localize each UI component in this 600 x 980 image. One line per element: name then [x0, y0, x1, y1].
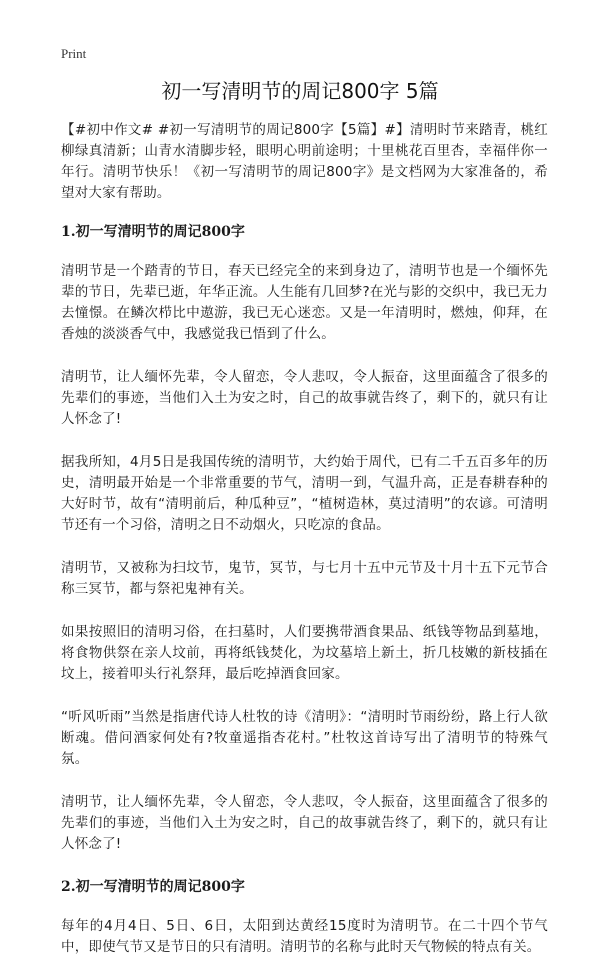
- intro-paragraph: 【#初中作文# #初一写清明节的周记800字【5篇】#】清明时节来踏青，桃红柳绿真清新；山青水清脚步轻，眼明心明前途明；十里桃花百里杏，幸福伴你一年行。清明节快乐！《初一写清明节的周记800字》是文档网为大家准备的，希望对大家有帮助。: [61, 122, 548, 201]
- paragraph: 每年的4月4日、5日、6日，太阳到达黄经15度时为清明节。在二十四个节气中，即使气节又是节日的只有清明。清明节的名称与此时天气物候的特点有关。: [61, 918, 548, 955]
- paragraph: 据我所知，4月5日是我国传统的清明节，大约始于周代，已有二千五百多年的历史，清明最开始是一个非常重要的节气，清明一到，气温升高，正是春耕春种的大好时节，故有“清明前后，种瓜种豆”，“植树造林，莫过清明”的农谚。可清明节还有一个习俗，清明之日不动烟火，只吃凉的食品。: [61, 454, 548, 533]
- paragraph: 清明节，让人缅怀先辈，令人留恋，令人悲叹，令人振奋，这里面蕴含了很多的先辈们的事迹，当他们入土为安之时，自己的故事就告终了，剩下的，就只有让人怀念了!: [61, 794, 548, 852]
- print-link[interactable]: Print: [61, 46, 87, 61]
- paragraph: 清明节，让人缅怀先辈，令人留恋，令人悲叹，令人振奋，这里面蕴含了很多的先辈们的事迹，当他们入土为安之时，自己的故事就告终了，剩下的，就只有让人怀念了!: [61, 369, 548, 427]
- section-heading-2: 2.初一写清明节的周记800字: [61, 879, 245, 895]
- paragraph: “听风听雨”当然是指唐代诗人杜牧的诗《清明》：“清明时节雨纷纷，路上行人欲断魂。借问酒家何处有?牧童遥指杏花村。”杜牧这首诗写出了清明节的特殊气氛。: [61, 709, 548, 767]
- page-title: 初一写清明节的周记800字 5篇: [161, 79, 439, 103]
- section-heading-1: 1.初一写清明节的周记800字: [61, 224, 245, 240]
- paragraph: 清明节是一个踏青的节日，春天已经完全的来到身边了，清明节也是一个缅怀先辈的节日，先辈已逝，年华正流。人生能有几回梦?在光与影的交织中，我已无力去憧憬。在鳞次栉比中遨游，我已无心迷恋。又是一年清明时，燃烛，仰拜，在香烛的淡淡香气中，我感觉我已悟到了什么。: [61, 263, 548, 342]
- article-body: [61, 120, 548, 980]
- paragraph: 清明节，又被称为扫坟节，鬼节，冥节，与七月十五中元节及十月十五下元节合称三冥节，都与祭祀鬼神有关。: [61, 560, 548, 597]
- paragraph: 如果按照旧的清明习俗，在扫墓时，人们要携带酒食果品、纸钱等物品到墓地，将食物供祭在亲人坟前，再将纸钱焚化，为坟墓培上新土，折几枝嫩的新枝插在坟上，接着叩头行礼祭拜，最后吃掉酒食回家。: [61, 624, 548, 682]
